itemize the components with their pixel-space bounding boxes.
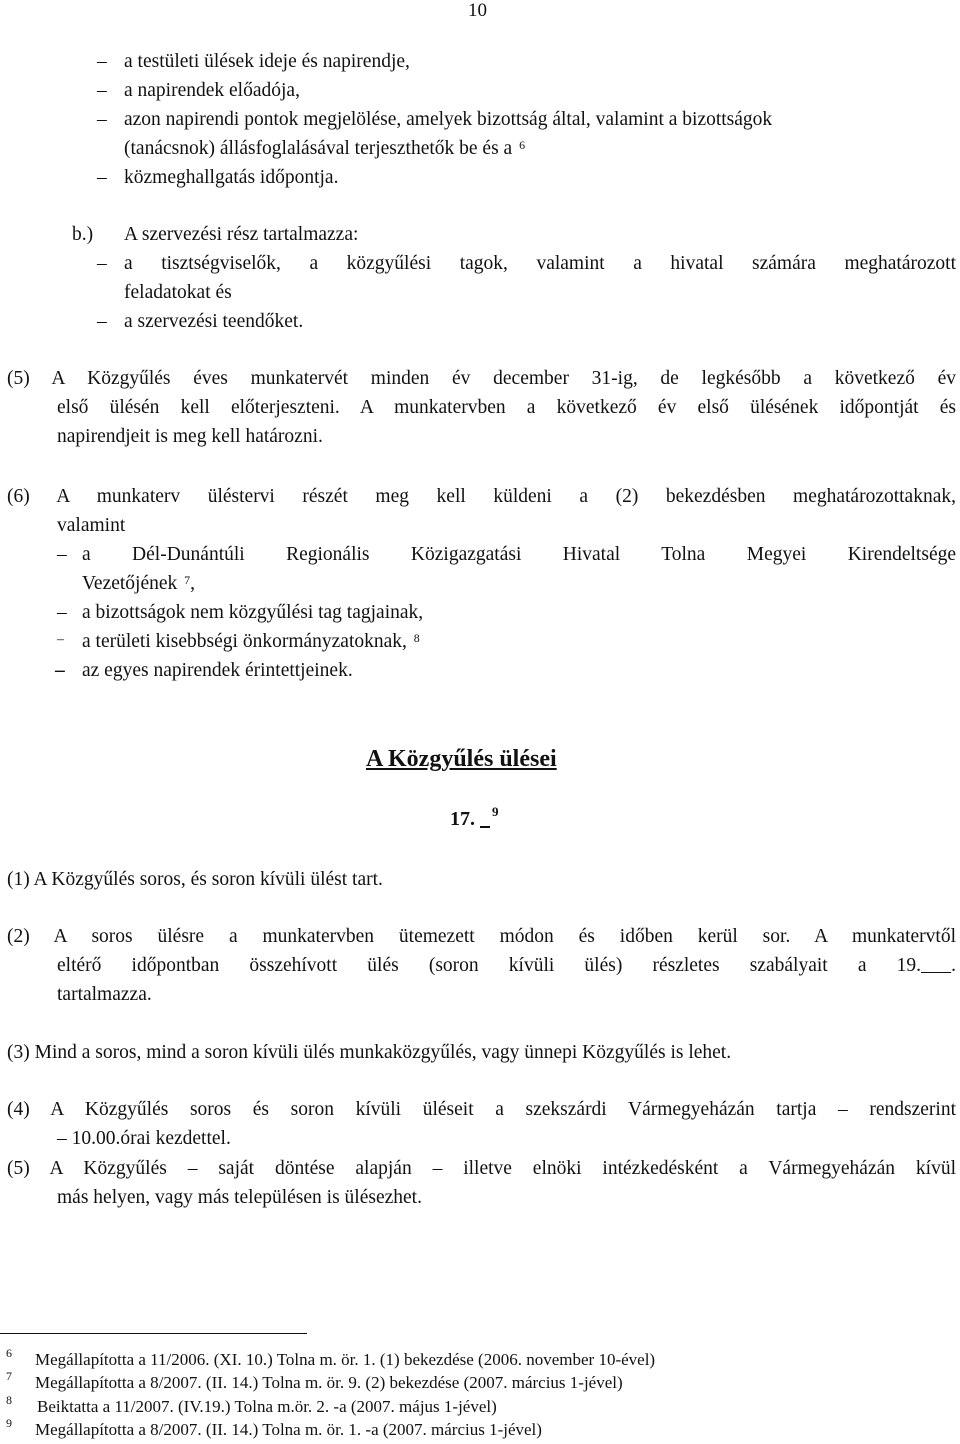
paragraph-line: (4) A Közgyűlés soros és soron kívüli üléseit a szekszárdi Vármegyeházán tartja – rendszerint [7, 1099, 956, 1120]
paragraph-text: eltérő időpontban összehívott ülés (soron kívüli ülés) részletes szabályait a 19. [57, 955, 921, 976]
footnote-text: Megállapította a 11/2006. (XI. 10.) Tolna m. ör. 1. (1) bekezdése (2006. november 10-ével) [35, 1350, 656, 1369]
list-item [82, 630, 420, 654]
footnote [6, 1346, 656, 1370]
list-item-text: Vezetőjének [82, 573, 178, 594]
list-item: a tisztségviselők, a közgyűlési tagok, valamint a hivatal számára meghatározott [124, 253, 956, 274]
footnote-ref: 6 [519, 138, 526, 152]
paragraph-line: (3) Mind a soros, mind a soron kívüli ülés munkaközgyűlés, vagy ünnepi Közgyűlés is lehet. [7, 1042, 732, 1063]
footnote-text: Megállapította a 8/2007. (II. 14.) Tolna m. ör. 1. -a (2007. március 1-jével) [35, 1420, 542, 1439]
footnote-text: Beiktatta a 11/2007. (IV.19.) Tolna m.ör. 2. -a (2007. május 1-jével) [37, 1397, 497, 1416]
subsection-intro: A szervezési rész tartalmazza: [124, 224, 359, 245]
list-item: a Dél-Dunántúli Regionális Közigazgatási Hivatal Tolna Megyei Kirendeltsége [82, 544, 956, 565]
list-item-continuation: Vezetőjének $^7$, [82, 573, 196, 594]
list-item: az egyes napirendek érintettjeinek. [82, 660, 353, 681]
paragraph-line: eltérő időpontban összehívott ülés (soron kívüli ülés) részletes szabályait a 19. . [57, 955, 956, 976]
list-item-continuation [124, 137, 525, 161]
list-item-text: a területi kisebbségi önkormányzatoknak, [82, 631, 407, 652]
paragraph-line: (1) A Közgyűlés soros, és soron kívüli ülést tart. [7, 869, 383, 890]
dash-bullet: – [97, 109, 107, 130]
list-item: a szervezési teendőket. [124, 311, 304, 332]
paragraph-line: valamint [57, 515, 126, 536]
list-item: közmeghallgatás időpontja. [124, 167, 339, 188]
list-item: a bizottságok nem közgyűlési tag tagjainak, [82, 602, 424, 623]
paragraph-line: napirendjeit is meg kell határozni. [57, 426, 323, 447]
paragraph-line: – 10.00.órai kezdettel. [57, 1128, 231, 1149]
dash-bullet: – [97, 167, 107, 188]
section-number [450, 804, 499, 831]
footnote-number: 8 [6, 1393, 12, 1407]
dash-bullet: – [55, 660, 65, 681]
paragraph-line: (6) A munkaterv üléstervi részét meg kell küldeni a (2) bekezdésben meghatározottaknak, [7, 486, 956, 507]
section-number-text: 17. [450, 808, 475, 830]
paragraph-line: (2) A soros ülésre a munkatervben ütemezett módon és időben kerül sor. A munkatervtől [7, 926, 956, 947]
paragraph-line: (5) A Közgyűlés éves munkatervét minden év december 31-ig, de legkésőbb a következő év [7, 368, 956, 389]
list-item-text: (tanácsnok) állásfoglalásával terjeszthetők be és a [124, 138, 513, 159]
footnote [6, 1393, 497, 1417]
footnote-separator [0, 1333, 307, 1334]
list-item: azon napirendi pontok megjelölése, amelyek bizottság által, valamint a bizottságok [124, 109, 773, 130]
footnote-ref: 9 [492, 804, 499, 819]
dash-bullet: – [57, 544, 67, 565]
list-item-continuation: feladatokat és [124, 282, 232, 303]
footnote-ref: 8 [413, 631, 420, 645]
paragraph-line: első ülésén kell előterjeszteni. A munkatervben a következő év első ülésének időpontját és [57, 397, 956, 418]
footnote [6, 1416, 542, 1440]
footnote-ref: 7 [184, 573, 191, 587]
dash-bullet: – [97, 311, 107, 332]
page-number: 10 [468, 0, 487, 21]
list-item: a testületi ülések ideje és napirendje, [124, 51, 410, 72]
dash-bullet: – [57, 602, 67, 623]
section-heading: A Közgyűlés ülései [366, 746, 557, 772]
subsection-label: b.) [72, 224, 94, 245]
footnote-text: Megállapította a 8/2007. (II. 14.) Tolna m. ör. 9. (2) bekezdése (2007. március 1-jével) [35, 1373, 623, 1392]
footnote-number: 9 [6, 1416, 12, 1430]
dash-bullet: – [57, 632, 64, 647]
footnote-number: 6 [6, 1346, 12, 1360]
dash-bullet: – [97, 80, 107, 101]
paragraph-line: (5) A Közgyűlés – saját döntése alapján – illetve elnöki intézkedésként a Vármegyeházán kívül [7, 1158, 956, 1179]
dash-bullet: – [97, 253, 107, 274]
footnote [6, 1369, 623, 1393]
dash-bullet: – [97, 51, 107, 72]
list-item: a napirendek előadója, [124, 80, 300, 101]
paragraph-line: tartalmazza. [57, 984, 152, 1005]
paragraph-line: más helyen, vagy más településen is ülésezhet. [57, 1187, 422, 1208]
footnote-number: 7 [6, 1369, 12, 1383]
